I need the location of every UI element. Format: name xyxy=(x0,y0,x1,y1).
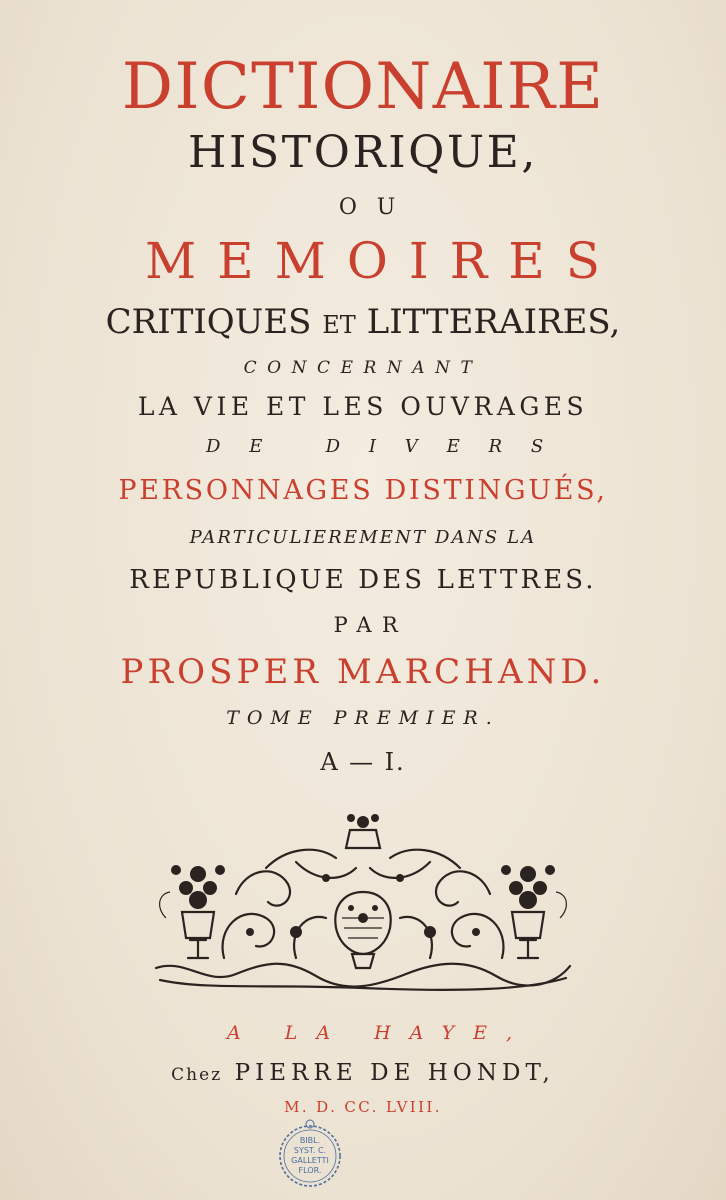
imprint-date: M. D. CC. LVIII. xyxy=(284,1098,442,1116)
title-line-particulierement: PARTICULIEREMENT DANS LA xyxy=(189,527,537,548)
title-line-personnages: PERSONNAGES DISTINGUÉS, xyxy=(118,475,608,506)
imprint-printer-name: PIERRE DE HONDT, xyxy=(234,1060,555,1086)
title-line-concernant: CONCERNANT xyxy=(243,358,483,378)
title-line-ou: OU xyxy=(338,195,416,220)
title-line-de-divers: DE DIVERS xyxy=(205,436,573,457)
title-line-la-vie: LA VIE ET LES OUVRAGES xyxy=(137,392,589,421)
library-stamp-text: BIBL. SYST. C. GALLETTI FLOR. xyxy=(291,1136,329,1175)
title-line-historique: HISTORIQUE, xyxy=(187,127,539,178)
imprint-place: A LA HAYE, xyxy=(226,1022,532,1044)
volume-label: TOME PREMIER. xyxy=(226,707,500,729)
imprint-printer-line xyxy=(0,1060,726,1086)
volume-range: A — I. xyxy=(320,748,406,776)
word-litteraires: LITTERAIRES, xyxy=(366,302,621,342)
author-name: PROSPER MARCHAND. xyxy=(120,652,606,692)
title-line-critiques xyxy=(0,302,726,342)
printers-ornament-vignette xyxy=(146,808,580,994)
word-et: ET xyxy=(322,311,356,339)
imprint-chez: Chez xyxy=(171,1065,223,1085)
title-line-dictionaire: DICTIONAIRE xyxy=(121,50,605,124)
title-line-republique: REPUBLIQUE DES LETTRES. xyxy=(129,565,597,595)
word-critiques: CRITIQUES xyxy=(105,302,312,342)
title-line-memoires: MEMOIRES xyxy=(144,232,622,290)
title-line-par: PAR xyxy=(333,613,409,637)
